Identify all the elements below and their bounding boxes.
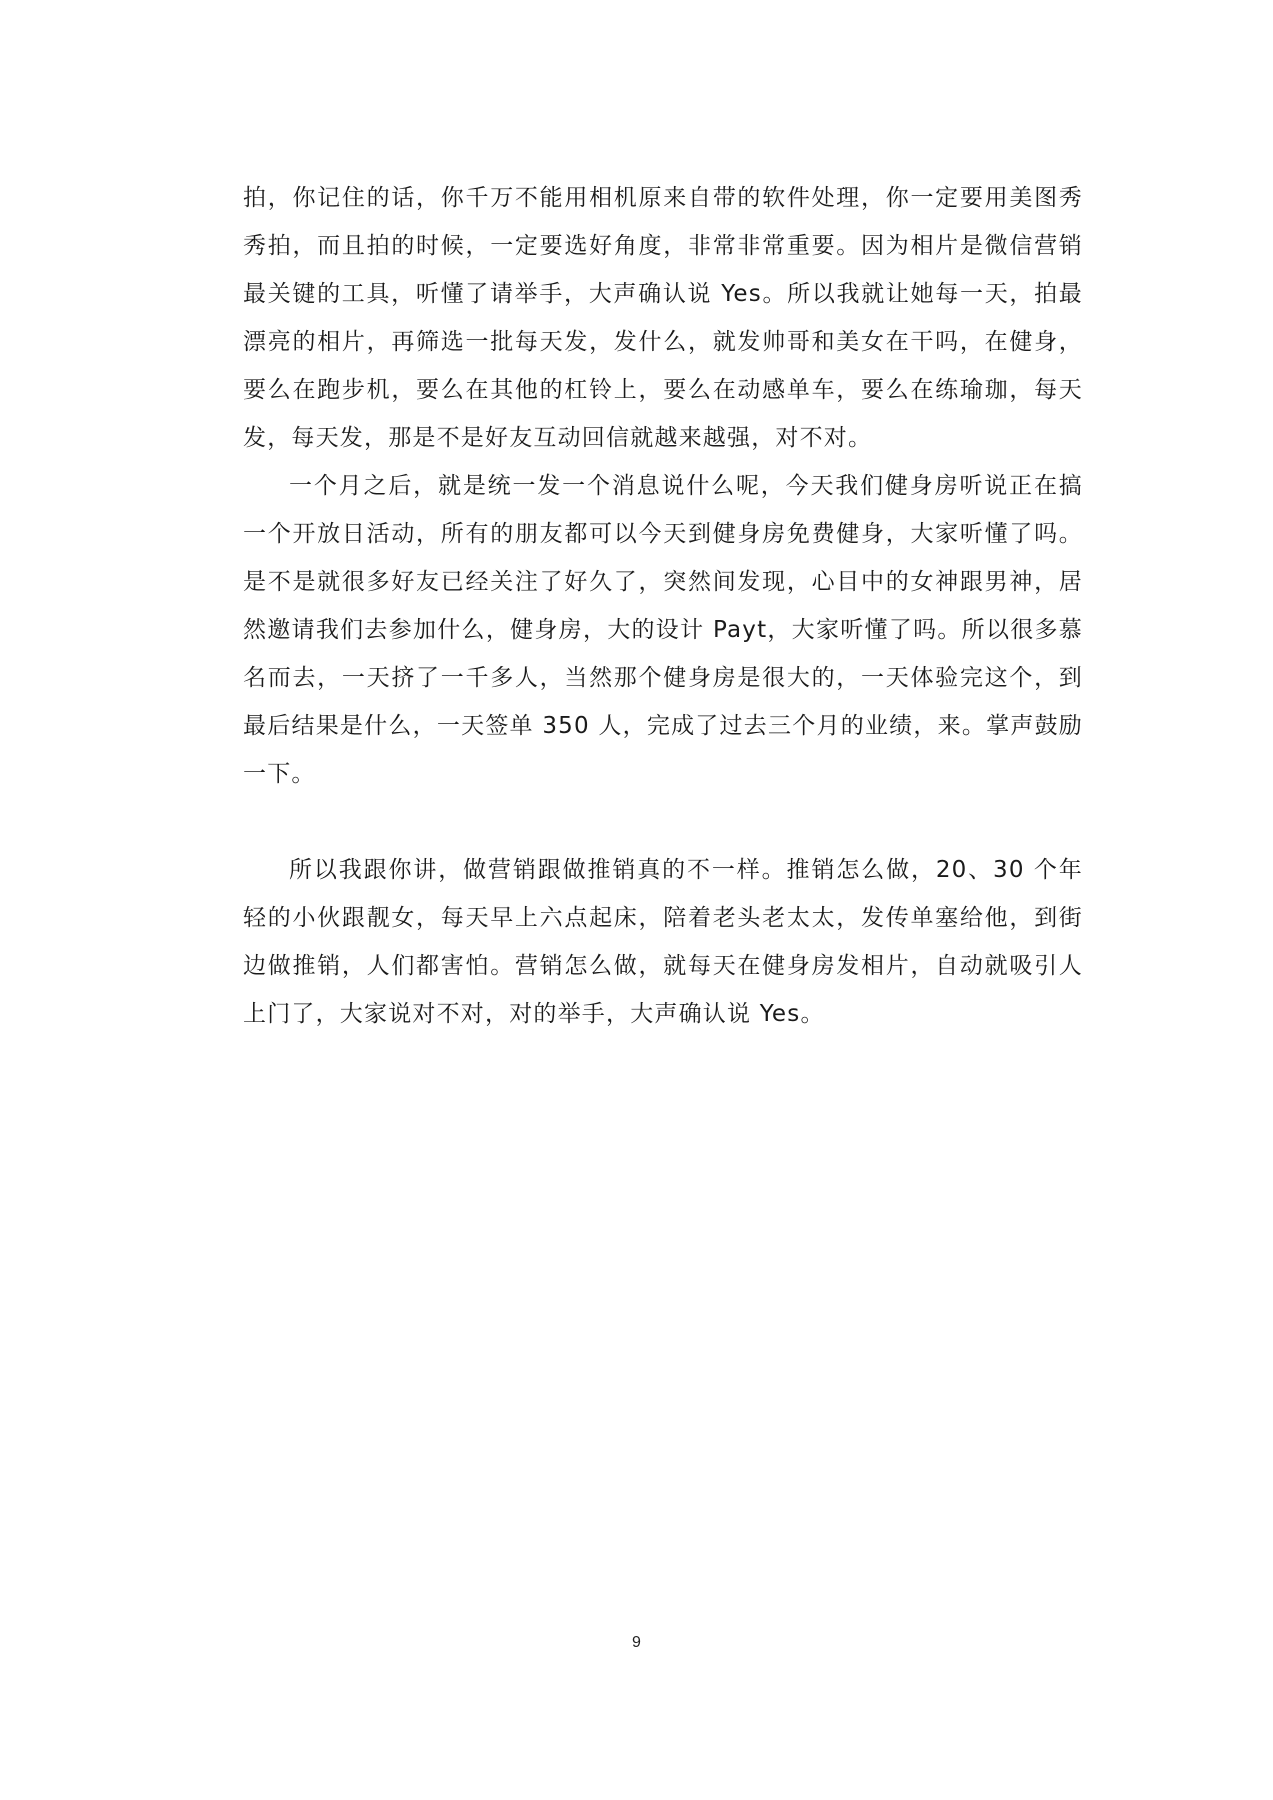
paragraph-spacer xyxy=(243,798,1083,846)
document-body xyxy=(243,174,1083,1038)
page-number: 9 xyxy=(632,1634,641,1651)
paragraph-marketing-vs-sales: 所以我跟你讲，做营销跟做推销真的不一样。推销怎么做，20、30 个年轻的小伙跟靓女，每天早上六点起床，陪着老头老太太，发传单塞给他，到街边做推销，人们都害怕。营销怎么做，就每天在健身房发相片，自动就吸引人上门了，大家说对不对，对的举手，大声确认说 Yes。 xyxy=(243,857,1083,1027)
paragraph-open-day: 一个月之后，就是统一发一个消息说什么呢，今天我们健身房听说正在搞一个开放日活动，所有的朋友都可以今天到健身房免费健身，大家听懂了吗。是不是就很多好友已经关注了好久了，突然间发现，心目中的女神跟男神，居然邀请我们去参加什么，健身房，大的设计 Payt，大家听懂了吗。所以很多慕名而去，一天挤了一千多人，当然那个健身房是很大的，一天体验完这个，到最后结果是什么，一天签单 350 人，完成了过去三个月的业绩，来。掌声鼓励一下。 xyxy=(243,473,1083,787)
paragraph-continuation: 拍，你记住的话，你千万不能用相机原来自带的软件处理，你一定要用美图秀秀拍，而且拍的时候，一定要选好角度，非常非常重要。因为相片是微信营销最关键的工具，听懂了请举手，大声确认说 Yes。所以我就让她每一天，拍最漂亮的相片，再筛选一批每天发，发什么，就发帅哥和美女在干吗，在健身，要么在跑步机，要么在其他的杠铃上，要么在动感单车，要么在练瑜珈，每天发，每天发，那是不是好友互动回信就越来越强，对不对。 xyxy=(243,185,1083,451)
